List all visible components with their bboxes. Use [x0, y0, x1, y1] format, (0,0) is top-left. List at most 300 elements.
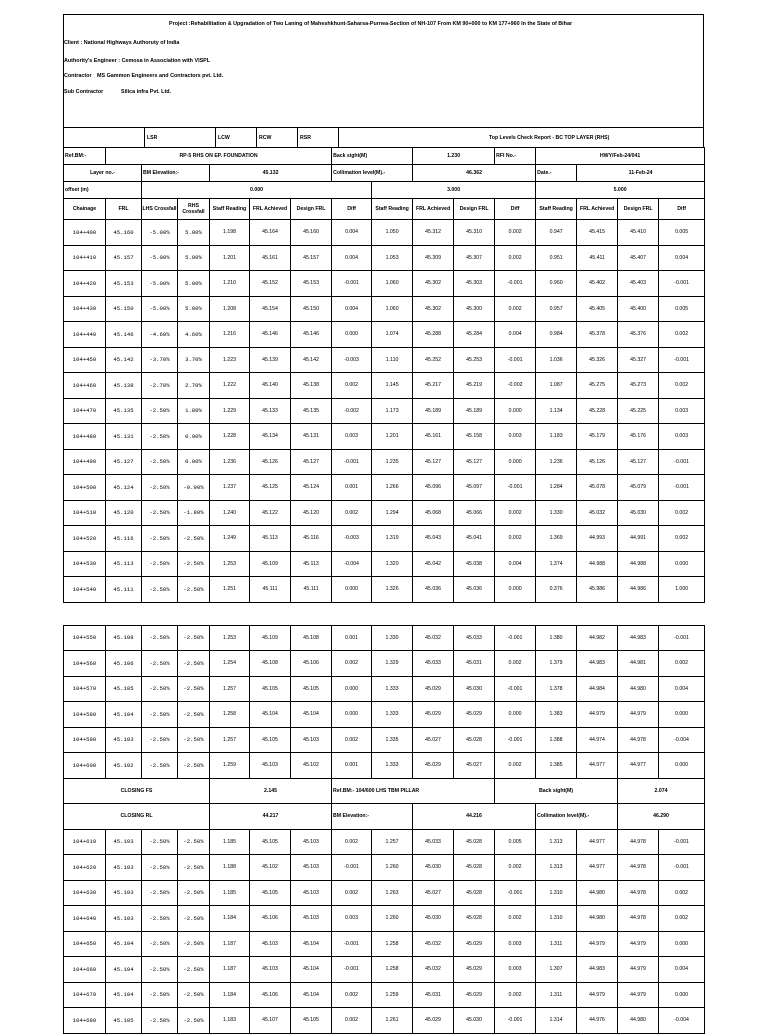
offset-label: offset (m): [64, 182, 142, 199]
table-cell: 104+550: [64, 625, 106, 651]
report-title: Top Levels Check Report - BC TOP LAYER (RHS): [489, 134, 610, 141]
table-cell: 104+510: [64, 500, 106, 526]
table-cell: 44.977: [577, 753, 618, 779]
table-cell: 45.113: [106, 551, 142, 577]
table-cell: 45.036: [454, 577, 495, 603]
date-label: Date.-: [536, 165, 577, 182]
table-cell: 1.326: [372, 577, 413, 603]
table-cell: 0.90%: [178, 424, 210, 450]
table-cell: 45.116: [106, 526, 142, 552]
ref-bm-row: [64, 148, 705, 165]
table-cell: 0.002: [332, 727, 372, 753]
table-cell: 45.030: [618, 500, 659, 526]
table-cell: -2.50%: [142, 855, 178, 881]
table-cell: -2.50%: [142, 577, 178, 603]
table-cell: 45.103: [106, 880, 142, 906]
table-cell: 45.120: [291, 500, 332, 526]
table-cell: 0.000: [495, 449, 536, 475]
table-cell: -0.004: [659, 727, 705, 753]
table-row: [64, 424, 705, 450]
table-cell: 1.313: [536, 855, 577, 881]
table-cell: 2.70%: [178, 373, 210, 399]
table-cell: -0.001: [495, 475, 536, 501]
closing-fs-value: 2.145: [210, 778, 332, 804]
table-cell: 45.217: [413, 373, 454, 399]
table-cell: 1.253: [210, 551, 250, 577]
table-cell: 1.333: [372, 753, 413, 779]
table-cell: 1.183: [210, 1008, 250, 1034]
table-cell: 45.403: [618, 271, 659, 297]
table-cell: 1.188: [210, 855, 250, 881]
table-cell: 44.988: [618, 551, 659, 577]
date-value: 11-Feb-24: [577, 165, 705, 182]
table-cell: -2.50%: [178, 702, 210, 728]
table-cell: 1.185: [210, 829, 250, 855]
table-cell: 45.106: [250, 906, 291, 932]
table-cell: 45.302: [413, 271, 454, 297]
table-cell: 45.116: [291, 526, 332, 552]
table-cell: 45.131: [291, 424, 332, 450]
table-cell: 0.002: [659, 500, 705, 526]
table-cell: 0.001: [332, 475, 372, 501]
collimation-2-label: Collimation level(M).-: [536, 804, 618, 830]
project-title: Project :Rehabilitation & Upgradation of Two Laning of Maheshkhunt-Saharsa-Purnea-Section of NH-107 From KM 90+000 to KM 177+960 In the State of Bihar: [169, 21, 573, 27]
table-cell: -5.00%: [142, 245, 178, 271]
table-row: [64, 982, 705, 1008]
table-cell: -2.50%: [178, 625, 210, 651]
table-row: [64, 398, 705, 424]
table-cell: -4.60%: [142, 322, 178, 348]
table-cell: 104+490: [64, 449, 106, 475]
table-cell: 104+580: [64, 702, 106, 728]
table-cell: -2.50%: [178, 855, 210, 881]
table-cell: 1.254: [210, 651, 250, 677]
table-cell: 0.002: [495, 500, 536, 526]
table-cell: 1.050: [372, 220, 413, 246]
table-row: [64, 322, 705, 348]
table-cell: 1.80%: [178, 398, 210, 424]
table-cell: 1.134: [536, 398, 577, 424]
table-cell: 45.105: [291, 1008, 332, 1034]
report-header: [63, 14, 704, 127]
table-cell: 1.259: [210, 753, 250, 779]
table-cell: 45.109: [250, 551, 291, 577]
table-cell: 45.103: [291, 906, 332, 932]
table-cell: 1.383: [536, 702, 577, 728]
table-cell: 45.079: [618, 475, 659, 501]
contractor-name: MS Gammon Engineers and Contractors pvt. Ltd.: [97, 73, 224, 79]
table-cell: 1.183: [536, 424, 577, 450]
table-cell: 45.104: [106, 957, 142, 983]
table-cell: 45.104: [106, 931, 142, 957]
table-row: [64, 296, 705, 322]
table-cell: 45.307: [454, 245, 495, 271]
authority-line: Authority's Engineer : Cemosa in Association with VISPL: [64, 58, 211, 64]
table-cell: 45.105: [106, 1008, 142, 1034]
closing-rl-label: CLOSING RL: [64, 804, 210, 830]
rcw-label: RCW: [257, 128, 298, 147]
levels-table-1: [63, 147, 705, 603]
table-cell: -0.001: [495, 676, 536, 702]
table-cell: 1.311: [536, 931, 577, 957]
table-cell: -2.50%: [178, 551, 210, 577]
table-cell: 1.187: [210, 931, 250, 957]
table-cell: 1.314: [536, 1008, 577, 1034]
table-cell: 45.104: [106, 702, 142, 728]
table-cell: 0.004: [332, 296, 372, 322]
table-cell: 0.002: [332, 651, 372, 677]
table-cell: -0.003: [332, 526, 372, 552]
subcontractor-label: Sub Contractor: [64, 89, 104, 95]
table-cell: -0.001: [332, 271, 372, 297]
table-cell: 0.002: [495, 296, 536, 322]
table-cell: 1.216: [210, 322, 250, 348]
table-cell: -2.50%: [142, 449, 178, 475]
table-cell: 45.127: [454, 449, 495, 475]
table-cell: 104+420: [64, 271, 106, 297]
table-cell: 45.127: [291, 449, 332, 475]
column-header: FRL Achieved: [250, 199, 291, 220]
table-cell: 45.131: [106, 424, 142, 450]
table-cell: 5.00%: [178, 296, 210, 322]
table-cell: -0.001: [495, 880, 536, 906]
table-cell: 45.068: [413, 500, 454, 526]
table-cell: 1.228: [210, 424, 250, 450]
table-cell: 44.991: [618, 526, 659, 552]
table-cell: 4.60%: [178, 322, 210, 348]
table-cell: 45.400: [618, 296, 659, 322]
table-cell: 0.004: [332, 245, 372, 271]
table-cell: -2.50%: [178, 577, 210, 603]
table-cell: 45.030: [454, 676, 495, 702]
table-cell: 104+520: [64, 526, 106, 552]
table-cell: -0.90%: [178, 475, 210, 501]
table-cell: 44.977: [577, 855, 618, 881]
table-cell: 1.263: [372, 880, 413, 906]
table-cell: 0.002: [659, 880, 705, 906]
table-cell: 44.978: [618, 829, 659, 855]
table-row: [64, 500, 705, 526]
table-cell: 45.033: [454, 625, 495, 651]
table-cell: 45.105: [250, 727, 291, 753]
table-cell: 45.103: [250, 753, 291, 779]
table-cell: 45.126: [577, 449, 618, 475]
table-cell: 45.154: [250, 296, 291, 322]
table-cell: 0.957: [536, 296, 577, 322]
table-cell: -0.004: [659, 1008, 705, 1034]
table-cell: 45.105: [291, 676, 332, 702]
table-cell: 45.302: [413, 296, 454, 322]
table-cell: 1.229: [210, 398, 250, 424]
column-header: Design FRL: [618, 199, 659, 220]
table-cell: -0.001: [495, 271, 536, 297]
table-cell: -2.50%: [178, 676, 210, 702]
table-cell: -2.50%: [178, 753, 210, 779]
table-cell: 45.032: [413, 931, 454, 957]
table-cell: 45.103: [291, 880, 332, 906]
table-cell: 45.376: [618, 322, 659, 348]
table-cell: 1.184: [210, 982, 250, 1008]
table-cell: 0.000: [332, 702, 372, 728]
table-cell: 44.993: [577, 526, 618, 552]
table-cell: 1.257: [210, 676, 250, 702]
table-cell: 45.043: [413, 526, 454, 552]
table-cell: 0.002: [332, 982, 372, 1008]
table-cell: 44.980: [618, 676, 659, 702]
table-cell: 0.376: [536, 577, 577, 603]
table-cell: 45.097: [454, 475, 495, 501]
table-cell: 0.003: [495, 424, 536, 450]
table-cell: 1.258: [372, 957, 413, 983]
table-cell: 1.380: [536, 625, 577, 651]
table-cell: 1.330: [536, 500, 577, 526]
table-cell: 104+450: [64, 347, 106, 373]
table-cell: 0.000: [659, 702, 705, 728]
table-cell: 3.70%: [178, 347, 210, 373]
table-cell: 44.979: [618, 702, 659, 728]
table-cell: 45.113: [291, 551, 332, 577]
table-cell: 45.104: [106, 982, 142, 1008]
table-cell: 45.027: [413, 727, 454, 753]
table-cell: 0.005: [659, 296, 705, 322]
table-cell: 0.004: [495, 551, 536, 577]
table-cell: 0.003: [332, 424, 372, 450]
table-cell: 1.201: [210, 245, 250, 271]
offset-value-2: 3.000: [372, 182, 536, 199]
table-cell: 45.104: [250, 702, 291, 728]
table-cell: 45.029: [454, 702, 495, 728]
table-cell: -2.50%: [142, 625, 178, 651]
table-cell: -0.001: [659, 829, 705, 855]
table-cell: -2.50%: [142, 676, 178, 702]
table-cell: 45.407: [618, 245, 659, 271]
table-cell: 104+640: [64, 906, 106, 932]
column-header: FRL Achieved: [413, 199, 454, 220]
back-sight-value: 1.230: [413, 148, 495, 165]
table-cell: 44.976: [577, 1008, 618, 1034]
table-cell: -2.50%: [142, 702, 178, 728]
table-cell: 45.113: [250, 526, 291, 552]
column-header: Diff: [659, 199, 705, 220]
table-cell: -2.50%: [178, 880, 210, 906]
table-cell: 45.104: [291, 982, 332, 1008]
table-row: [64, 475, 705, 501]
ref-bm-value: RP-5 RHS ON EP. FOUNDATION: [106, 148, 332, 165]
table-cell: -0.001: [659, 271, 705, 297]
table-cell: 44.978: [618, 906, 659, 932]
table-cell: 1.235: [372, 449, 413, 475]
table-row: [64, 625, 705, 651]
table-cell: 45.028: [454, 829, 495, 855]
table-cell: 1.294: [372, 500, 413, 526]
table-cell: -2.50%: [142, 526, 178, 552]
table-cell: 0.002: [659, 526, 705, 552]
table-cell: 45.104: [291, 931, 332, 957]
table-row: [64, 829, 705, 855]
table-cell: -0.001: [495, 625, 536, 651]
table-cell: 0.002: [332, 1008, 372, 1034]
table-cell: 0.002: [495, 855, 536, 881]
column-header: Staff Reading: [536, 199, 577, 220]
collimation-label: Collimation level(M).-: [332, 165, 413, 182]
table-cell: 1.210: [210, 271, 250, 297]
table-cell: 0.002: [332, 880, 372, 906]
table-row: [64, 347, 705, 373]
table-cell: 45.103: [106, 855, 142, 881]
table-cell: 1.330: [372, 625, 413, 651]
table-row: [64, 855, 705, 881]
lane-strip: [63, 127, 704, 147]
table-cell: 1.087: [536, 373, 577, 399]
table-cell: -0.001: [659, 625, 705, 651]
table-cell: 44.979: [577, 931, 618, 957]
table-cell: 1.284: [536, 475, 577, 501]
table-cell: -2.50%: [178, 829, 210, 855]
table-row: [64, 526, 705, 552]
table-cell: 1.249: [210, 526, 250, 552]
table-cell: 45.032: [413, 957, 454, 983]
table-cell: 0.004: [659, 957, 705, 983]
table-cell: 45.078: [577, 475, 618, 501]
table-cell: 45.415: [577, 220, 618, 246]
collimation-2-value: 46.290: [618, 804, 705, 830]
table-cell: 104+540: [64, 577, 106, 603]
table-cell: 0.002: [495, 651, 536, 677]
table-cell: 1.253: [210, 625, 250, 651]
table-cell: -2.50%: [142, 1008, 178, 1034]
table-cell: -0.001: [332, 449, 372, 475]
table-cell: 1.310: [536, 906, 577, 932]
table-cell: 45.029: [413, 753, 454, 779]
table-cell: 45.104: [291, 957, 332, 983]
table-cell: 45.157: [106, 245, 142, 271]
table-cell: 45.142: [106, 347, 142, 373]
table-cell: 45.108: [106, 625, 142, 651]
table-cell: 44.978: [618, 855, 659, 881]
table-cell: 45.127: [618, 449, 659, 475]
rfi-label: RFI No.-: [495, 148, 536, 165]
table-cell: 45.219: [454, 373, 495, 399]
table-cell: 45.142: [291, 347, 332, 373]
table-cell: -2.50%: [142, 829, 178, 855]
table-cell: -0.003: [332, 347, 372, 373]
table-cell: 45.300: [454, 296, 495, 322]
table-cell: 104+600: [64, 753, 106, 779]
table-cell: 0.000: [495, 398, 536, 424]
table-cell: 104+500: [64, 475, 106, 501]
table-cell: 45.029: [454, 982, 495, 1008]
table-cell: 45.106: [106, 651, 142, 677]
table-cell: 45.150: [106, 296, 142, 322]
table-cell: 45.127: [106, 449, 142, 475]
table-cell: 45.252: [413, 347, 454, 373]
table-cell: 45.032: [413, 625, 454, 651]
table-cell: 45.150: [291, 296, 332, 322]
table-cell: -2.50%: [142, 551, 178, 577]
table-cell: 1.110: [372, 347, 413, 373]
table-cell: 45.160: [106, 220, 142, 246]
table-cell: 44.978: [618, 880, 659, 906]
table-cell: 0.000: [659, 931, 705, 957]
offset-value-3: 5.000: [536, 182, 705, 199]
table-cell: 1.329: [372, 651, 413, 677]
table-row: [64, 727, 705, 753]
table-cell: 45.028: [454, 880, 495, 906]
table-cell: 45.140: [250, 373, 291, 399]
table-cell: 44.979: [577, 702, 618, 728]
table-cell: 1.310: [536, 880, 577, 906]
table-cell: 45.104: [291, 702, 332, 728]
column-header: Diff: [332, 199, 372, 220]
table-cell: 104+410: [64, 245, 106, 271]
table-cell: 1.208: [210, 296, 250, 322]
table-cell: 45.160: [291, 220, 332, 246]
table-cell: 45.031: [413, 982, 454, 1008]
table-cell: 45.158: [454, 424, 495, 450]
table-row: [64, 373, 705, 399]
table-cell: 104+650: [64, 931, 106, 957]
table-cell: 1.333: [372, 702, 413, 728]
table-row: [64, 880, 705, 906]
table-cell: 1.335: [372, 727, 413, 753]
bm-elevation-label: BM Elevation:-: [142, 165, 210, 182]
table-cell: 0.000: [332, 322, 372, 348]
table-cell: 44.974: [577, 727, 618, 753]
table-row: [64, 931, 705, 957]
table-cell: 45.161: [250, 245, 291, 271]
table-cell: 0.002: [495, 753, 536, 779]
table-cell: 45.179: [577, 424, 618, 450]
table-cell: 104+530: [64, 551, 106, 577]
table-cell: 0.000: [659, 753, 705, 779]
table-cell: 45.030: [454, 1008, 495, 1034]
column-header: LHS Crossfall: [142, 199, 178, 220]
table-cell: 45.102: [106, 753, 142, 779]
table-cell: 0.000: [659, 551, 705, 577]
table-cell: 45.105: [106, 676, 142, 702]
table-cell: 0.000: [495, 702, 536, 728]
table-cell: 1.036: [536, 347, 577, 373]
table-cell: 45.108: [291, 625, 332, 651]
table-cell: 44.978: [618, 727, 659, 753]
table-cell: 44.981: [618, 651, 659, 677]
table-cell: 45.028: [454, 906, 495, 932]
ref-bm-label: Ref.BM:-: [64, 148, 106, 165]
table-cell: 44.983: [577, 651, 618, 677]
table-cell: 45.066: [454, 500, 495, 526]
table-cell: 1.185: [210, 880, 250, 906]
layer-label: Layer no.-: [64, 165, 142, 182]
table-cell: 1.074: [372, 322, 413, 348]
table-cell: 45.103: [291, 727, 332, 753]
table-cell: -2.50%: [142, 931, 178, 957]
column-header: FRL Achieved: [577, 199, 618, 220]
table-cell: -0.001: [495, 727, 536, 753]
table-cell: 1.201: [372, 424, 413, 450]
table-cell: 1.385: [536, 753, 577, 779]
table-cell: 44.982: [577, 625, 618, 651]
table-cell: 45.042: [413, 551, 454, 577]
rsr-label: RSR: [298, 128, 339, 147]
table-cell: 45.253: [454, 347, 495, 373]
column-header: Staff Reading: [210, 199, 250, 220]
table-cell: 1.060: [372, 271, 413, 297]
table-cell: 45.041: [454, 526, 495, 552]
table-row: [64, 271, 705, 297]
table-cell: 1.374: [536, 551, 577, 577]
table-cell: 44.979: [618, 957, 659, 983]
table-cell: 1.237: [210, 475, 250, 501]
